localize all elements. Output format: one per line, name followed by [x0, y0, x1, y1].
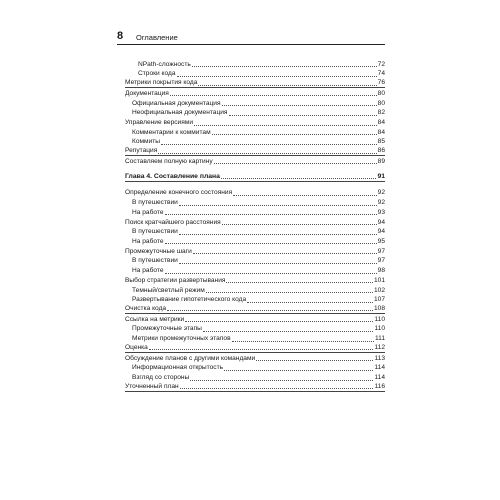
toc-page-number: 110: [374, 325, 385, 333]
toc-entry-title: Оценка: [125, 343, 148, 351]
toc-page-number: 102: [373, 286, 385, 294]
toc-leader-dots: [161, 144, 377, 145]
toc-entry-title: Метрики покрытия кода: [125, 79, 198, 87]
toc-entry-title: Документация: [125, 89, 169, 97]
toc-leader-dots: [177, 76, 377, 77]
toc-page-number: 82: [377, 109, 385, 117]
toc-entry-title: На работе: [132, 237, 164, 245]
toc-row: [125, 69, 385, 79]
toc-row: [125, 265, 385, 275]
toc-leader-dots: [233, 195, 377, 196]
toc-leader-dots: [165, 214, 377, 215]
toc-entry-title: Обсуждение планов с другими командами: [125, 354, 256, 362]
toc-leader-dots: [256, 360, 373, 361]
toc-leader-dots: [179, 263, 377, 264]
toc-entry-title: Очистка кода: [125, 304, 167, 312]
toc-page-number: 111: [374, 335, 385, 343]
toc-entry-title: Комментарии к коммитам: [132, 128, 211, 136]
toc-leader-dots: [179, 234, 377, 235]
toc-leader-dots: [149, 349, 374, 350]
toc-page-number: 72: [377, 60, 385, 68]
page-header: [117, 30, 385, 45]
toc-leader-dots: [192, 66, 377, 67]
toc-leader-dots: [198, 85, 376, 86]
toc-leader-dots: [203, 331, 374, 332]
toc-entry-title: В путешествии: [132, 228, 178, 236]
toc-entry-title: Репутация: [125, 147, 158, 155]
toc-row: [125, 59, 385, 69]
toc-row: [125, 353, 385, 363]
toc-row: [125, 117, 385, 127]
toc-entry-title: Темный/светлый режим: [132, 286, 205, 294]
toc-row: [125, 146, 385, 156]
toc-entry-title: В путешествии: [132, 199, 178, 207]
toc-page-number: 107: [373, 296, 385, 304]
toc-entry-title: Управление версиями: [125, 119, 194, 127]
toc-row: [125, 304, 385, 314]
toc-row: [125, 236, 385, 246]
toc-page-number: 93: [377, 208, 385, 216]
toc-chapter-row: [125, 172, 385, 182]
toc-leader-dots: [221, 178, 377, 179]
toc-row: [125, 207, 385, 217]
toc-row: [125, 108, 385, 118]
toc-entry-title: Составляем полную картину: [125, 157, 213, 165]
toc-leader-dots: [180, 388, 374, 389]
toc-leader-dots: [226, 282, 373, 283]
toc-entry-title: Коммиты: [132, 138, 161, 146]
toc-row: [125, 88, 385, 98]
toc-row: [125, 333, 385, 343]
toc-row: [125, 314, 385, 324]
toc-page-number: 80: [377, 89, 385, 97]
toc-entry-title: NPath-сложность: [138, 60, 191, 68]
toc-row: [125, 127, 385, 137]
toc-page-number: 92: [377, 199, 385, 207]
toc-page-number: 76: [377, 79, 385, 87]
toc-page-number: 86: [377, 147, 385, 155]
toc-row: [125, 372, 385, 382]
toc-entry-title: Промежуточные шаги: [125, 247, 192, 255]
toc-page-number: 91: [377, 172, 385, 180]
toc-entry-title: В путешествии: [132, 257, 178, 265]
toc-row: [125, 256, 385, 266]
toc-page-number: 114: [374, 374, 385, 381]
toc-row: [125, 227, 385, 237]
toc-page-number: 94: [377, 218, 385, 226]
toc-page-number: 108: [373, 304, 385, 312]
toc-leader-dots: [165, 273, 377, 274]
toc-leader-dots: [229, 115, 377, 116]
toc-row: [125, 382, 385, 392]
toc-entry-title: Официальная документация: [132, 99, 221, 107]
toc-leader-dots: [232, 341, 374, 342]
toc-page-number: 89: [377, 157, 385, 165]
toc-row: [125, 343, 385, 353]
running-head: Оглавление: [136, 33, 178, 42]
toc-leader-dots: [214, 163, 377, 164]
toc-row: [125, 363, 385, 373]
toc-page-number: 112: [374, 343, 385, 351]
toc-entry-title: Метрики промежуточных этапов: [132, 335, 231, 343]
toc-entry-title: Определение конечного состояния: [125, 189, 233, 197]
toc-leader-dots: [222, 224, 377, 225]
toc-leader-dots: [170, 95, 377, 96]
toc-entry-title: Выбор стратегии развертывания: [125, 276, 226, 284]
toc-page-number: 84: [377, 128, 385, 136]
toc-leader-dots: [167, 310, 373, 311]
toc-leader-dots: [165, 243, 377, 244]
toc-row: [125, 275, 385, 285]
toc-page-number: 85: [377, 138, 385, 146]
toc-leader-dots: [224, 370, 373, 371]
toc-row: [125, 188, 385, 198]
toc-row: [125, 324, 385, 334]
toc-page-number: 95: [377, 237, 385, 245]
toc-page-number: 98: [377, 267, 385, 275]
toc-leader-dots: [206, 292, 373, 293]
toc-page-number: 116: [374, 382, 385, 390]
toc-leader-dots: [158, 153, 376, 154]
toc-leader-dots: [212, 134, 377, 135]
toc-page-number: 114: [374, 364, 385, 372]
toc-leader-dots: [247, 302, 373, 303]
toc-entry-title: Поиск кратчайшего расстояния: [125, 218, 221, 226]
page-number: 8: [117, 30, 124, 42]
toc-leader-dots: [222, 105, 377, 106]
toc-entry-title: Взгляд со стороны: [132, 374, 190, 381]
toc-leader-dots: [194, 125, 377, 126]
toc-page-number: 101: [373, 276, 385, 284]
toc-page-number: 97: [377, 247, 385, 255]
toc-entry-title: Уточненный план: [125, 382, 179, 390]
toc-row: [125, 246, 385, 256]
toc-entry-title: Ссылка на метрики: [125, 315, 185, 323]
toc-entry-title: Строки кода: [138, 70, 176, 78]
toc-row: [125, 217, 385, 227]
toc-page-number: 92: [377, 189, 385, 197]
toc-leader-dots: [185, 321, 373, 322]
toc-leader-dots: [190, 380, 373, 381]
toc-entry-title: На работе: [132, 208, 164, 216]
toc-entry-title: На работе: [132, 267, 164, 275]
toc-row: [125, 156, 385, 166]
toc-page-number: 74: [377, 70, 385, 78]
toc-page-number: 110: [374, 315, 385, 323]
toc-entry-title: Неофициальная документация: [132, 109, 228, 117]
toc-page-number: 94: [377, 228, 385, 236]
toc-entry-title: Информационная открытость: [132, 364, 224, 372]
toc-leader-dots: [179, 205, 377, 206]
toc-page-number: 80: [377, 99, 385, 107]
toc-entry-title: Глава 4. Составление плана: [125, 172, 220, 180]
toc-row: [125, 197, 385, 207]
toc-page-number: 97: [377, 257, 385, 265]
toc-leader-dots: [193, 253, 377, 254]
table-of-contents: [125, 59, 385, 392]
toc-row: [125, 285, 385, 295]
toc-page-number: 113: [374, 354, 385, 362]
toc-row: [125, 78, 385, 88]
toc-row: [125, 98, 385, 108]
toc-page-number: 84: [377, 119, 385, 127]
toc-entry-title: Развертывание гипотетического кода: [132, 296, 247, 304]
toc-row: [125, 295, 385, 305]
toc-entry-title: Промежуточные этапы: [132, 325, 202, 333]
toc-row: [125, 137, 385, 147]
